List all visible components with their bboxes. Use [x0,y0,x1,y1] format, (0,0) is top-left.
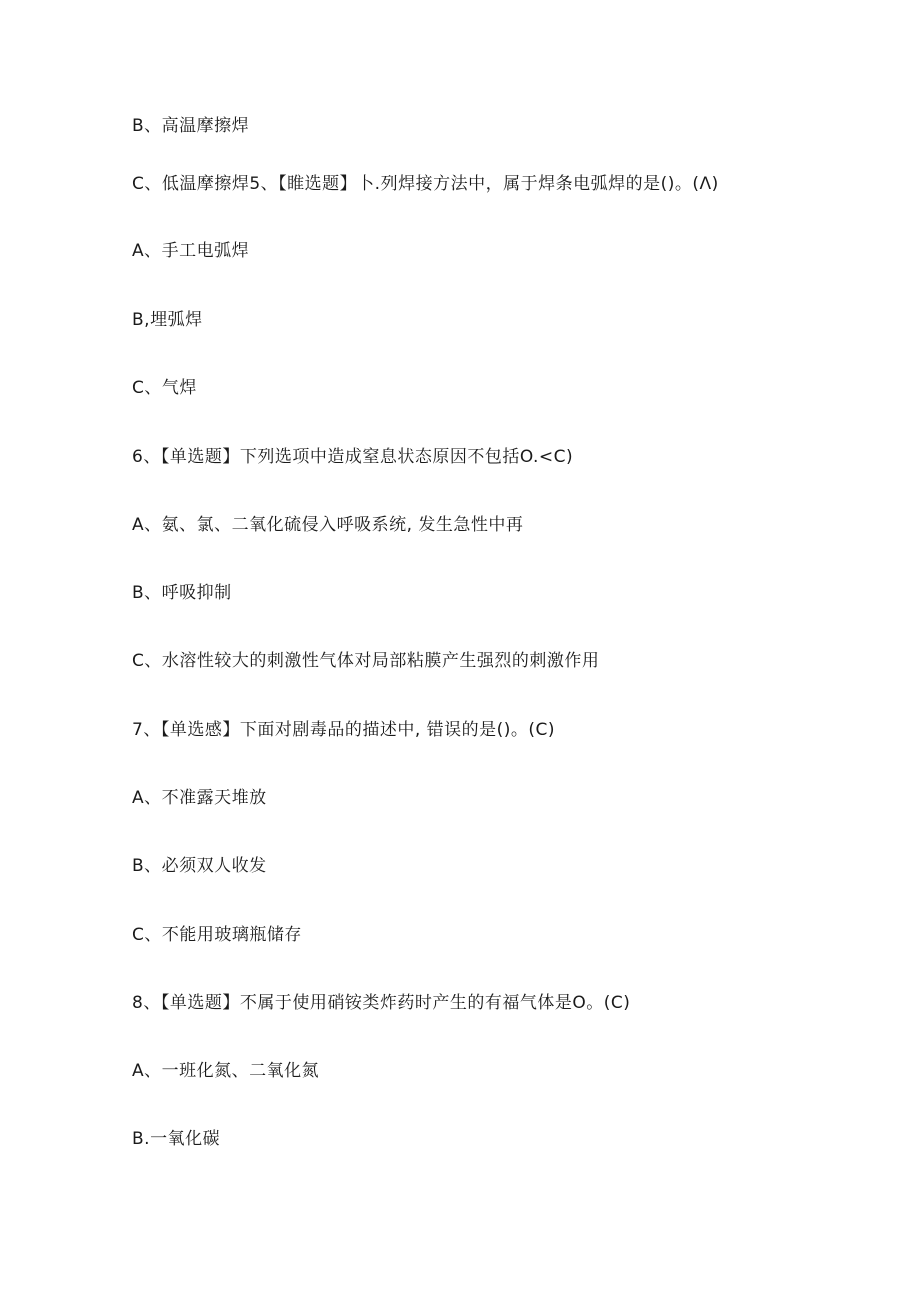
option-a-q8: A、一班化氮、二氧化氮 [132,1061,320,1081]
option-c-q7: C、不能用玻璃瓶储存 [132,925,302,945]
option-a-q7: A、不准露天堆放 [132,788,267,808]
option-b-q8: B.一氧化碳 [132,1129,221,1149]
option-c-q6: C、水溶性较大的刺激性气体对局部粘膜产生强烈的刺激作用 [132,651,600,671]
option-c-q5: C、气焊 [132,378,197,398]
option-a-q5: A、手工电弧焊 [132,241,250,261]
option-c-q4-and-question-5: C、低温摩擦焊5、【睢选题】卜.列焊接方法中，属于焊条电弧焊的是()。(Λ) [132,174,719,194]
option-b-q7: B、必须双人收发 [132,856,267,876]
question-7: 7、【单选感】下面对剧毒品的描述中, 错误的是()。(C) [132,720,556,740]
option-a-q6: A、氨、氯、二氧化硫侵入呼吸系统, 发生急性中再 [132,515,524,535]
question-8: 8、【单选题】不属于使用硝铵类炸药时产生的有福气体是O。(C) [132,993,631,1013]
question-6: 6、【单选题】下列选项中造成窒息状态原因不包括O.<C) [132,447,574,467]
option-b-q5: B,埋弧焊 [132,310,203,330]
option-b-q4: B、高温摩擦焊 [132,116,250,136]
option-b-q6: B、呼吸抑制 [132,583,232,603]
